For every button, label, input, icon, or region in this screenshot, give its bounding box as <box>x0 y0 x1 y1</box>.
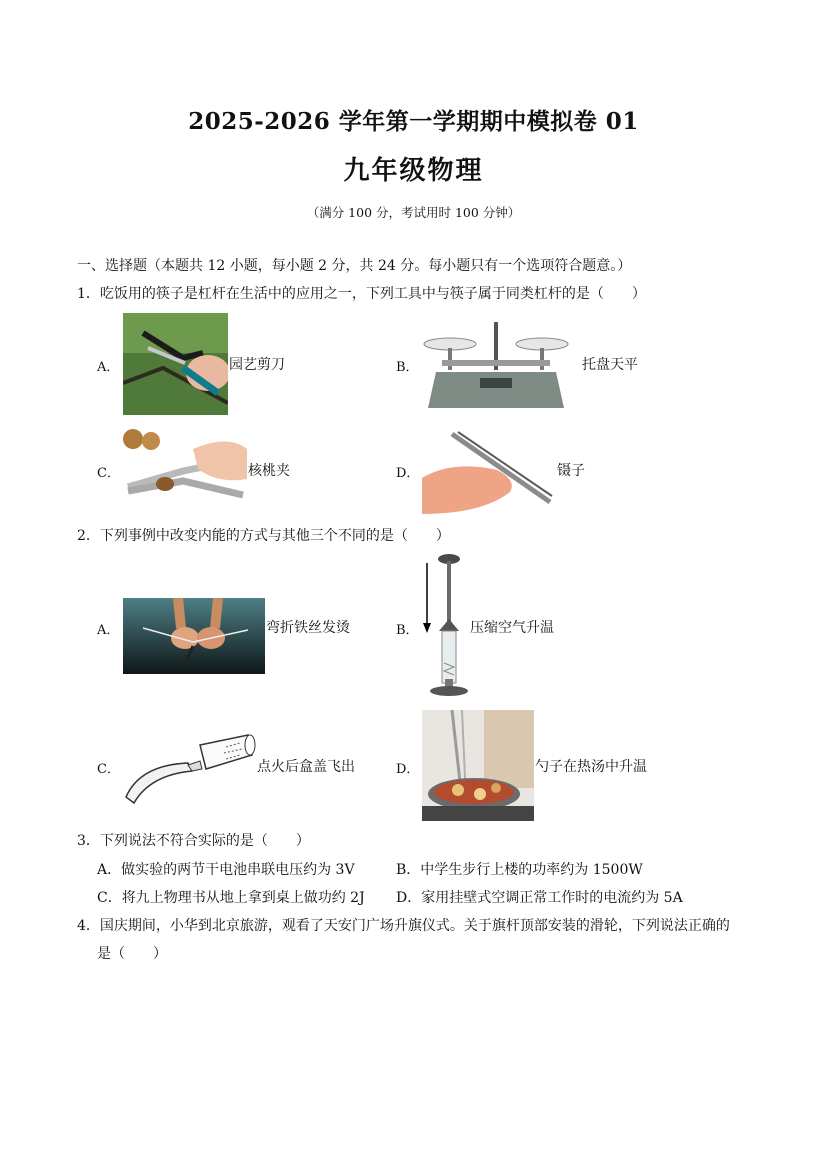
tweezers-image <box>422 430 554 514</box>
air-compression-apparatus-image <box>420 553 470 699</box>
section-heading: 一、选择题（本题共 12 小题，每小题 2 分，共 24 分。每小题只有一个选项符合题意。） <box>77 258 632 274</box>
q1-option-c-letter[interactable]: C． <box>97 466 120 481</box>
question-4-text-line1: 4．国庆期间，小华到北京旅游，观看了天安门广场升旗仪式。关于旗杆顶部安装的滑轮，下列说法正确的 <box>77 918 730 934</box>
pruning-shears-image <box>123 313 228 415</box>
q3-option-b[interactable]: B．中学生步行上楼的功率约为 1500W <box>396 862 643 878</box>
q2-option-b-letter[interactable]: B． <box>396 623 419 638</box>
q1-option-b-letter[interactable]: B． <box>396 360 419 375</box>
question-4-text-line2: 是（ ） <box>97 946 167 962</box>
ignition-box-image <box>120 725 256 805</box>
q3-option-c[interactable]: C．将九上物理书从地上拿到桌上做功约 2J <box>97 890 365 906</box>
q1-option-c-label: 核桃夹 <box>248 463 290 479</box>
balance-scale-image <box>422 320 570 410</box>
q2-option-c-label: 点火后盒盖飞出 <box>257 759 355 775</box>
q3-option-d[interactable]: D．家用挂壁式空调正常工作时的电流约为 5A <box>396 890 683 906</box>
q1-option-d-label: 镊子 <box>557 463 585 479</box>
bending-wire-image <box>123 598 265 674</box>
q3-option-a[interactable]: A．做实验的两节干电池串联电压约为 3V <box>97 862 355 878</box>
q2-option-c-letter[interactable]: C． <box>97 762 120 777</box>
q2-option-a-label: 弯折铁丝发烫 <box>266 620 350 636</box>
exam-title: 2025-2026 学年第一学期期中模拟卷 01 <box>188 108 639 135</box>
exam-note: （满分 100 分，考试用时 100 分钟） <box>306 205 521 220</box>
q2-option-d-label: 勺子在热汤中升温 <box>535 759 647 775</box>
q1-option-a-label: 园艺剪刀 <box>229 357 285 373</box>
question-1-text: 1．吃饭用的筷子是杠杆在生活中的应用之一，下列工具中与筷子属于同类杠杆的是（ ） <box>77 286 646 302</box>
q2-option-d-letter[interactable]: D． <box>396 762 420 777</box>
q2-option-b-label: 压缩空气升温 <box>470 620 554 636</box>
spoon-in-soup-image <box>422 710 534 821</box>
q1-option-d-letter[interactable]: D． <box>396 466 420 481</box>
question-3-text: 3．下列说法不符合实际的是（ ） <box>77 833 310 849</box>
question-2-text: 2．下列事例中改变内能的方式与其他三个不同的是（ ） <box>77 528 450 544</box>
q1-option-b-label: 托盘天平 <box>582 357 638 373</box>
nutcracker-image <box>123 429 247 511</box>
subject-title: 九年级物理 <box>343 156 484 186</box>
q2-option-a-letter[interactable]: A． <box>97 623 120 638</box>
q1-option-a-letter[interactable]: A． <box>97 360 120 375</box>
